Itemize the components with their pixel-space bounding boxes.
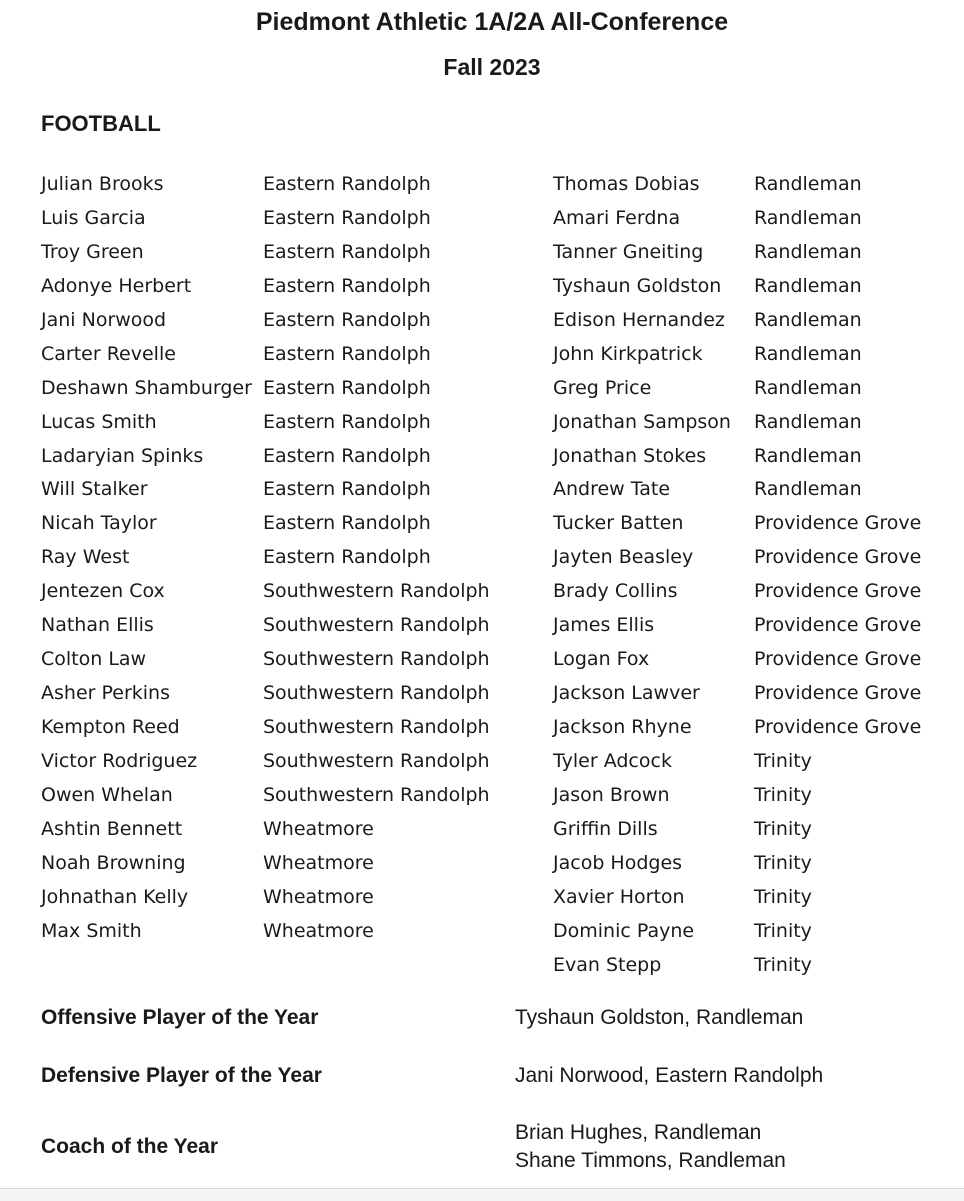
player-name: Ladaryian Spinks	[41, 444, 204, 467]
player-school: Southwestern Randolph	[263, 783, 490, 806]
player-name: Johnathan Kelly	[41, 885, 189, 908]
player-name: Ashtin Bennett	[41, 817, 183, 840]
player-name: Evan Stepp	[553, 953, 662, 976]
award-value-line: Jani Norwood, Eastern Randolph	[515, 1064, 824, 1087]
player-school: Providence Grove	[754, 716, 922, 738]
player-school: Trinity	[754, 749, 812, 772]
player-school: Providence Grove	[754, 512, 922, 535]
player-school: Eastern Randolph	[263, 173, 431, 195]
award-label-coach: Coach of the Year	[41, 1135, 219, 1158]
section-heading: FOOTBALL	[41, 111, 161, 136]
player-name: Adonye Herbert	[41, 274, 192, 297]
player-school: Randleman	[754, 410, 862, 433]
player-school: Eastern Randolph	[263, 308, 431, 331]
player-name: Jonathan Sampson	[553, 410, 731, 433]
player-school: Providence Grove	[754, 580, 922, 603]
player-name: Tyler Adcock	[553, 749, 672, 772]
player-name: Edison Hernandez	[553, 308, 725, 331]
player-name: Amari Ferdna	[553, 206, 681, 229]
player-name: Griffin Dills	[553, 817, 658, 840]
player-school: Eastern Randolph	[263, 376, 431, 399]
player-school: Providence Grove	[754, 648, 922, 671]
player-school: Wheatmore	[263, 885, 374, 908]
player-school: Southwestern Randolph	[263, 716, 490, 738]
player-school: Randleman	[754, 376, 862, 399]
page-title: Piedmont Athletic 1A/2A All-Conference	[255, 8, 729, 36]
player-name: Xavier Horton	[553, 885, 685, 908]
player-name: Thomas Dobias	[553, 173, 700, 195]
player-name: Carter Revelle	[41, 342, 176, 365]
player-name: Jason Brown	[553, 783, 670, 806]
player-name: Nicah Taylor	[41, 512, 157, 535]
player-name: Jayten Beasley	[553, 546, 694, 569]
player-school: Trinity	[754, 851, 812, 874]
player-school: Trinity	[754, 953, 812, 976]
player-name: Andrew Tate	[553, 478, 671, 501]
player-name: Victor Rodriguez	[41, 749, 198, 772]
player-school: Eastern Randolph	[263, 342, 431, 365]
award-value-defensive	[515, 1062, 823, 1090]
player-school: Randleman	[754, 240, 862, 263]
player-school: Trinity	[754, 919, 812, 942]
award-value-line: Shane Timmons, Randleman	[515, 1149, 786, 1172]
player-name: Jackson Rhyne	[553, 716, 692, 738]
player-school: Randleman	[754, 342, 862, 365]
player-name: Jentezen Cox	[41, 580, 165, 603]
player-name: John Kirkpatrick	[553, 342, 703, 365]
player-name: Deshawn Shamburger	[41, 376, 252, 399]
player-school: Eastern Randolph	[263, 240, 431, 263]
player-name: Tanner Gneiting	[553, 240, 704, 263]
award-label-offensive: Offensive Player of the Year	[41, 1006, 319, 1029]
player-name: Tucker Batten	[553, 512, 684, 535]
award-value-offensive	[515, 1004, 803, 1032]
player-name: Noah Browning	[41, 851, 186, 874]
player-school: Eastern Randolph	[263, 444, 431, 467]
player-name: Dominic Payne	[553, 919, 695, 942]
player-name: Asher Perkins	[41, 682, 170, 705]
player-school: Randleman	[754, 173, 862, 195]
player-school: Eastern Randolph	[263, 206, 431, 229]
player-name: Brady Collins	[553, 580, 678, 603]
player-name: Jani Norwood	[41, 308, 167, 331]
player-name: Julian Brooks	[41, 173, 164, 195]
award-value-line: Brian Hughes, Randleman	[515, 1121, 762, 1144]
player-name: Logan Fox	[553, 648, 650, 671]
page-subtitle: Fall 2023	[443, 54, 541, 80]
player-school: Randleman	[754, 206, 862, 229]
player-school: Randleman	[754, 478, 862, 501]
player-school: Providence Grove	[754, 682, 922, 705]
player-name: Jacob Hodges	[553, 851, 683, 874]
player-school: Eastern Randolph	[263, 478, 431, 501]
player-school: Trinity	[754, 783, 812, 806]
player-school: Providence Grove	[754, 546, 922, 569]
player-school: Wheatmore	[263, 817, 374, 840]
award-value-line: Tyshaun Goldston, Randleman	[515, 1006, 804, 1029]
player-name: Kempton Reed	[41, 716, 180, 738]
award-value-coach	[515, 1119, 786, 1175]
player-name: Lucas Smith	[41, 410, 157, 433]
player-name: Luis Garcia	[41, 206, 146, 229]
award-label-defensive: Defensive Player of the Year	[41, 1064, 322, 1087]
player-school: Eastern Randolph	[263, 274, 431, 297]
player-name: James Ellis	[553, 614, 655, 637]
player-school: Trinity	[754, 817, 812, 840]
player-school: Eastern Randolph	[263, 546, 431, 569]
player-name: Will Stalker	[41, 478, 148, 501]
player-school: Southwestern Randolph	[263, 614, 490, 637]
page-bottom-edge	[0, 1188, 964, 1201]
player-school: Southwestern Randolph	[263, 580, 490, 603]
player-school: Southwestern Randolph	[263, 682, 490, 705]
player-name: Troy Green	[41, 240, 144, 263]
player-name: Owen Whelan	[41, 783, 173, 806]
player-school: Randleman	[754, 444, 862, 467]
player-school: Randleman	[754, 274, 862, 297]
player-name: Greg Price	[553, 376, 652, 399]
player-school: Southwestern Randolph	[263, 749, 490, 772]
player-school: Wheatmore	[263, 851, 374, 874]
player-name: Jonathan Stokes	[553, 444, 707, 467]
player-name: Jackson Lawver	[553, 682, 700, 705]
player-name: Max Smith	[41, 919, 142, 942]
player-school: Eastern Randolph	[263, 410, 431, 433]
player-school: Trinity	[754, 885, 812, 908]
player-name: Tyshaun Goldston	[553, 274, 722, 297]
player-name: Ray West	[41, 546, 130, 569]
player-school: Providence Grove	[754, 614, 922, 637]
player-name: Nathan Ellis	[41, 614, 154, 637]
player-school: Randleman	[754, 308, 862, 331]
player-school: Wheatmore	[263, 919, 374, 942]
player-school: Southwestern Randolph	[263, 648, 490, 671]
player-name: Colton Law	[41, 648, 147, 671]
player-school: Eastern Randolph	[263, 512, 431, 535]
